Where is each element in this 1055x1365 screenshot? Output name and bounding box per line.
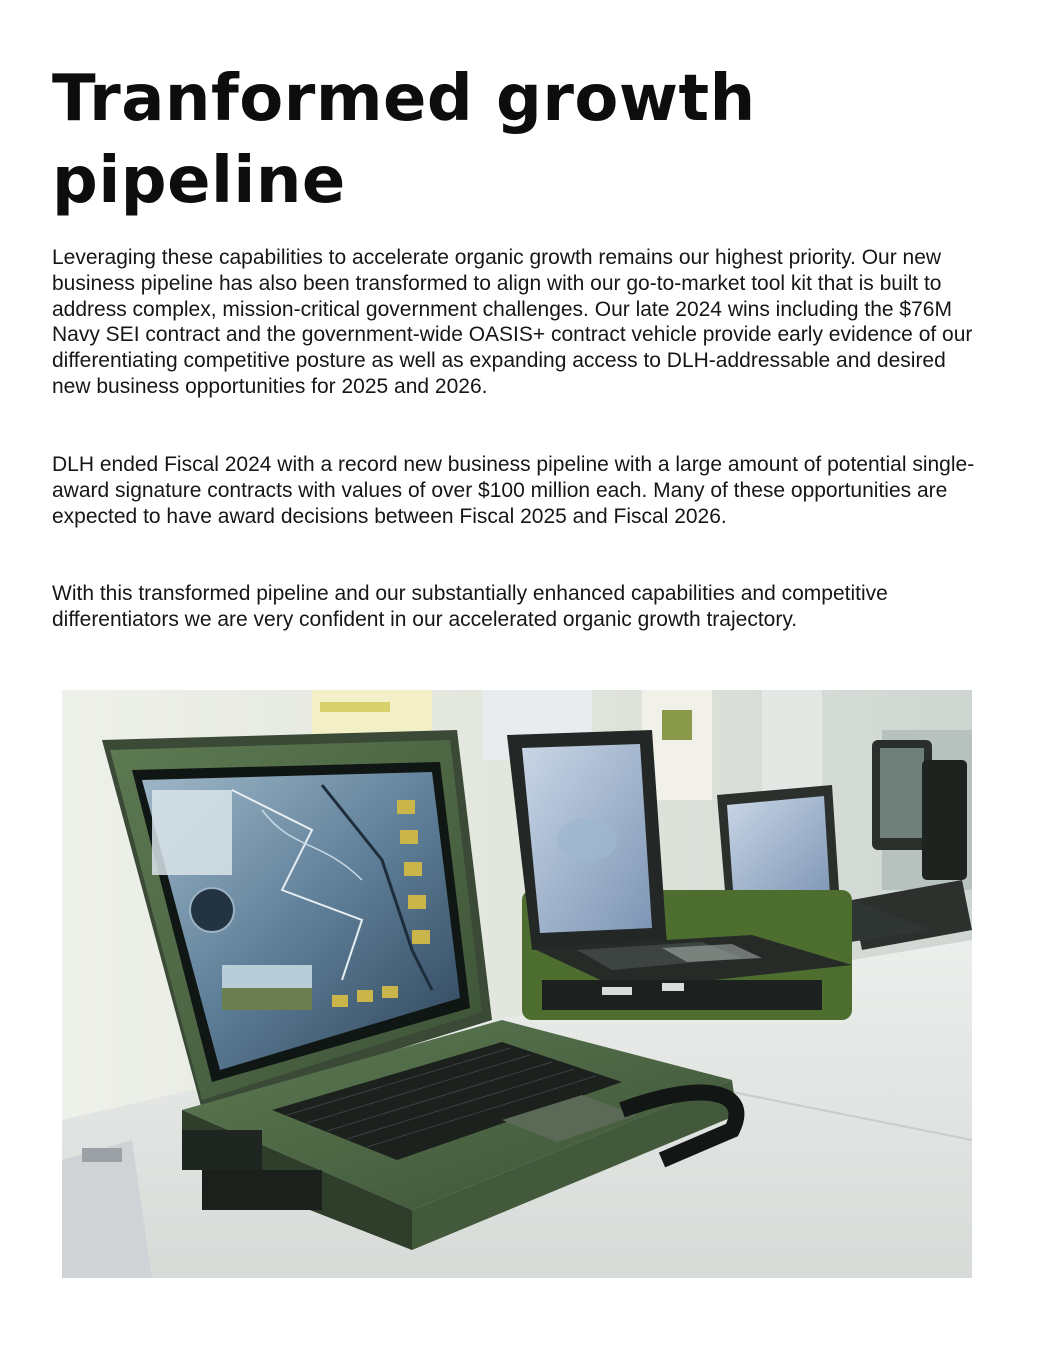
- paragraph-1: Leveraging these capabilities to accelerate organic growth remains our highest priority. Our new business pipeline has also been transformed to align with our go-to-market tool kit that is built to address complex, mission-critical government challenges. Our late 2024 wins including the $76M Navy SEI contract and the government-wide OASIS+ contract vehicle provide early evidence of our differentiating competitive posture as well as expanding access to DLH-addressable and desired new business opportunities for 2025 and 2026.: [52, 246, 973, 398]
- rugged-laptops-photo: [62, 690, 972, 1278]
- page-title: Tranformed growth pipeline: [52, 62, 756, 218]
- paragraph-2: DLH ended Fiscal 2024 with a record new business pipeline with a large amount of potential single-award signature contracts with values of over $100 million each. Many of these opportunities are expected to have award decisions between Fiscal 2025 and Fiscal 2026.: [52, 453, 975, 528]
- paragraph-3: With this transformed pipeline and our substantially enhanced capabilities and competitive differentiators we are very confident in our accelerated organic growth trajectory.: [52, 582, 888, 631]
